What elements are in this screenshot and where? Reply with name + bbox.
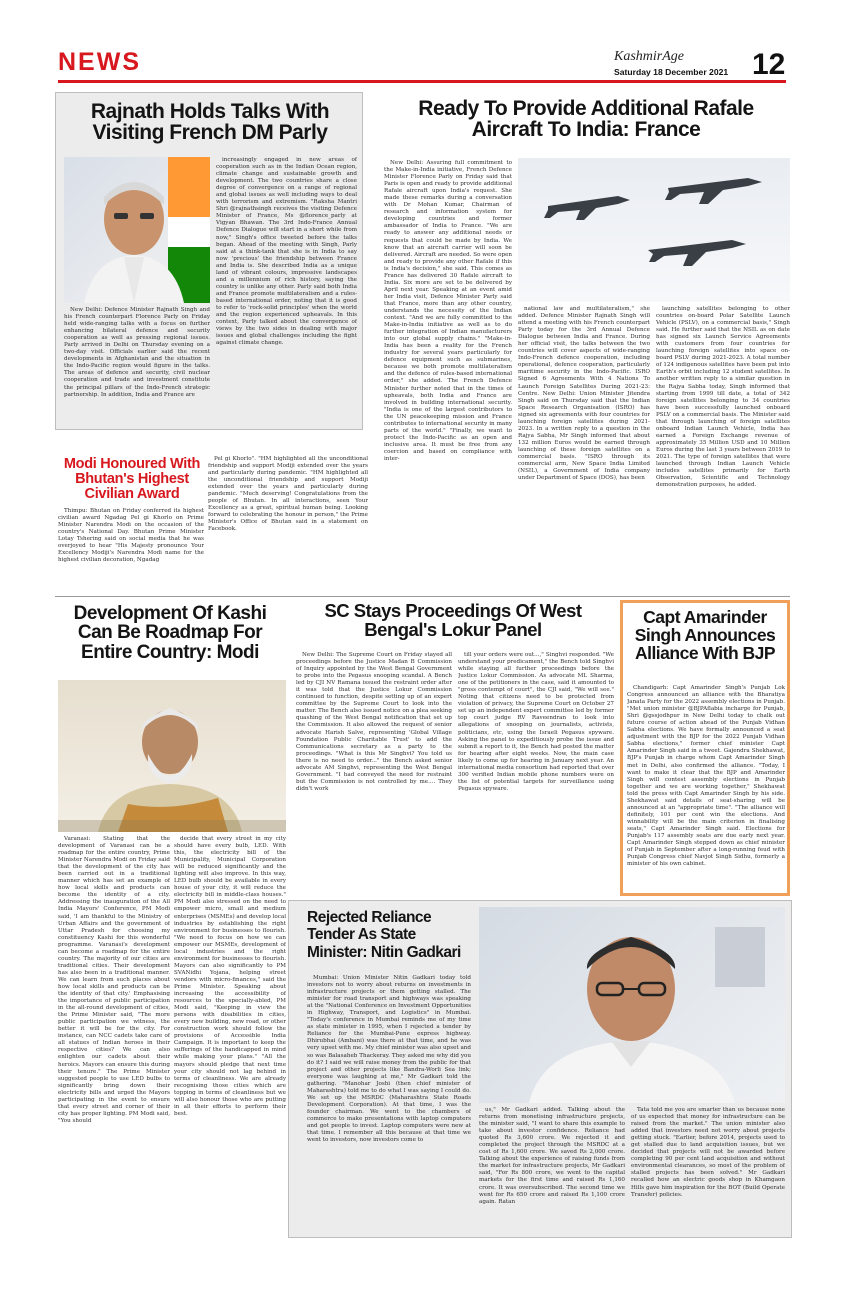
amarinder-article bbox=[620, 600, 790, 896]
sc-col2: till your orders were out...," Singhvi responded. "We understand your predicament," the Bench told Singhvi while staying all further proceedings before the Justice Lokur Commission. As advocate ML Sharma, one of the petitioners in the case, said it amounted to "gross contempt of court", the CJI said, "We will see." Noting that citizens need to be protected from violation of privacy, the Supreme Court on October 27 set up an independent expert committee led by former top court judge RV Raveendran to look into allegations of snooping on journalists, activists, politicians, etc, using the Israeli Pegasus spyware. Asking the panel to expeditiously probe the issue and submit a report to it, the Bench had posted the matter for hearing after eight weeks. Now, the main case likely to come up for hearing in January next year. An international media consortium had reported that over 300 verified Indian mobile phone numbers were on the list of potential targets for surveillance using Pegasus spyware. bbox=[458, 652, 614, 792]
rajnath-col1: New Delhi: Defence Minister Rajnath Singh and his French counterpart Florence Parly on Friday held wide-ranging talks with a focus on further enhancing bilateral defence and security cooperation as well as pressing regional issues. Parly arrived in Delhi on Thursday evening on a two-day visit. Officials earlier said the recent developments in Afghanistan and the situation in the Indo-Pacific region would figure in the talks. The areas of defence and security, civil nuclear cooperation and trade and investment constitute the principal pillars of the Indo-French strategic partnership. In addition, India and France are bbox=[64, 307, 210, 398]
gadkari-col2: us," Mr Gadkari added. Talking about the returns from monetising infrastructure projects, the minister said, "I want to share this example to take about investor confidence. Reliance had quoted Rs 3,600 crore. We rejected it and completed the project through the MSRDC at a cost of Rs 1,600 crore. We saved Rs 2,000 crore. Talking about the experience of raising funds from the market for infrastructure projects, Mr Gadkari said, "For Rs 800 crore, we went to the capital markets for the first time and raised Rs 1,160 crore. It was oversubscribed. The second time we went for Rs 650 crore and raised Rs 1,100 crore again. Ratan bbox=[479, 1107, 625, 1205]
sc-headline: SC Stays Proceedings Of West Bengal's Lokur Panel bbox=[324, 600, 582, 640]
portrait-icon bbox=[479, 907, 785, 1103]
kashi-col1: Varanasi: Stating that the development of Varanasi can be a roadmap for the entire country, Prime Minister Narendra Modi on Friday said that the development of the city has been carried out in a traditional manner which has set an example of how local skills and products can become the identity of a city. Addressing the inauguration of the All India Mayors' Conference, PM Modi said, 'I am thankful to the Ministry of Urban Affairs and the government of Uttar Pradesh for choosing my constituency Kashi for this wonderful programme. Varanasi's development can become a roadmap for the entire country. The majority of our cities are traditional cities. Their development has also been in a traditional manner. We can learn from such places about how local skills and products can be the identity of that city.' Emphasising the importance of public participation in the all-round development of cities, the Prime Minister said, "The more public participation we witness, the better it will be for the city. For instance, can NCC cadets take care of all statues of Indian heroes in their respective cities? We can also enlighten our cadets about their heroics. Mayors can ensure this during their tenure." The Prime Minister suggested people to use LED bulbs to significantly bring down their electricity bills and urged the Mayors participating in the event to ensure that every street and corner of their city has proper lighting. PM Modi said, "You should bbox=[58, 836, 170, 1124]
rafale-col3: launching satellites belonging to other countries on-board Polar Satellite Launch Vehicle (PSLV), on a commercial basis," Singh said. He further said that the NSIL as on date has signed six Launch Service Agreements with customers from four countries for launching foreign satellites into space on-board PSLV during 2021-2023. A total number of 124 indigenous satellites have been put into Earth's orbit including 12 student satellites. In another written reply to a similar question in the Rajya Sabha today, Singh informed that starting from 1999 till date, a total of 342 foreign satellites belonging to 34 countries have been successfully launched onboard PSLV on a commercial basis. The Minister said that through launching of foreign satellites onboard Indian Launch Vehicle, India has earned a Foreign Exchange revenue of approximately 35 Million USD and 10 Million Euros during the last 3 years between 2019 to 2021. The type of foreign satellites that were launched through Indian Launch Vehicle includes satellites primarily for Earth Observation, Scientific and Technology demonstration purposes, he added. bbox=[656, 306, 790, 489]
bhutan-col1: Thimpu: Bhutan on Friday conferred its highest civilian award Ngadag Pel gi Khorlo on Prime Minister Narendra Modi on the occasion of the country's National Day. Bhutan Prime Minister Lotay Tshering said on social media that he was overjoyed to hear "His Majesty pronounce Your Excellency Modiji's Narendra Modi name for the highest civilian decoration, Ngadag bbox=[58, 508, 204, 564]
bhutan-col2: Pel gi Khorlo". "HM highlighted all the unconditional friendship and support Modiji extended over the years and particularly during pandemic. "HM highlighted all the unconditional friendship and support Modiji extended over the years and particularly during pandemic. "Much deserving! Congratulations from the people of Bhutan. In all interactions, seen Your Excellency as a great, spiritual human being. Looking forward to celebrating the honour in person," the Prime Minister's Office of Bhutan said in a statement on Facebook. bbox=[208, 456, 368, 533]
paper-name: KashmirAge bbox=[614, 49, 684, 64]
gadkari-photo bbox=[479, 907, 785, 1103]
rafale-col2: national law and multilateralism," she added. Defence Minister Rajnath Singh will attend a meeting with his French counterpart Parly today for the 3rd Annual Defence Dialogue between India and France. During her official visit, the talks between the two countries will cover aspects of wide-ranging Indo-French defence cooperation, including operational, defence cooperation, particularly maritime security in the Indo-Pacific. ISRO Signed 6 Agreements With 4 Nations To Launch Foreign Satellites During 2021-23: Centre. New Delhi: Union Minister Jitendra Singh said on Thursday said that the Indian Space Research Organisation (ISRO) has signed six agreements with four countries for launching foreign satellites during 2021-2023. In a written reply to a question in the Rajya Sabha, Mr Singh informed that about 132 million Euros would be earned through launching of these foreign satellites on a commercial basis. "ISRO through its commercial arm, New Space India Limited (NSIL), a Government of India company under Department of Space (DOS), has been bbox=[518, 306, 650, 482]
portrait-icon bbox=[64, 157, 210, 303]
kashi-col2: decide that every street in my city should have every bulb, LED. With this, the electricity bill of the Municipality, Municipal Corporation will be reduced significantly and the lighting will also improve. In this way, LED bulb should be available in every house of your city, it will reduce the electricity bill in middle-class houses." PM Modi also stressed on the need to empower micro, small and medium enterprises (MSMEs) and develop local industries by establishing the right environment for businesses to flourish. "We need to focus on how we can empower our MSMEs, development of local industries and the right environment for businesses to flourish. Mayors can also significantly to PM SVANidhi Yojana, helping street vendors with micro-finances," said the Prime Minister. Speaking about increasing the accessibility of resources to the specially-abled, PM Modi said, "Keeping in view the persons with disabilities in cities, every new building, new road, or other construction work should follow the provisions of Accessible India Campaign. It is important to keep the sufferings of the handicapped in mind while making your plans." "All the mayors should pledge that next time your city should not lag behind in terms of cleanliness. We are already recognising those cities which are topping in terms of cleanliness but we will also honour those who are putting in all their efforts to perform their best. bbox=[174, 836, 286, 1117]
kashi-headline: Development Of Kashi Can Be Roadmap For Entire Country: Modi bbox=[73, 603, 267, 663]
rafale-col1: New Delhi: Assuring full commitment to the Make-in-India initiative, French Defence Minister Florence Parly on Friday said that Paris is open and ready to provide additional Rafale aircraft upon India's request. She made these remarks during a conversation with Dr Mohan Kumar, Chairman of research and information system for developing countries and former ambassador of India to France. "We are ready to answer any additional needs or requests that could be made by India. We know that an aircraft carrier will soon be delivered. Aircraft are needed. So were open and ready to provide any other Rafale if this is India's decision," she said. This comes as France has delivered 30 Rafale aircraft to India. Six more are set to be delivered by April next year. Speaking at an event amid her India visit, Defence Minister Parly said that France, more than any other country, understands the necessity of the Indian context. "And we are fully committed to the Make-in-India initiative as well as to do further integration of Indian manufacturers into our global supply chains." "Make-in-India has been a reality for the French industry for several years particularly for defence equipment such as submarines, because we both promote multilateralism and the defence of rules-based international order," she added. The French Defence Minister further noted that in the times of upheavals, both India and France are involved in building international security. "India is one of the largest contributors to the UN peacekeeping mission and France contributes to international security in many parts of the world." "Finally, we want to protect the Indo-Pacific as an open and inclusive area. It must be free from any coercion and based on compliance with inter- bbox=[384, 160, 512, 462]
gadkari-headline: Rejected Reliance Tender As State Minister: Nitin Gadkari bbox=[307, 909, 461, 961]
rajnath-col2: increasingly engaged in new areas of cooperation such as in the Indian Ocean region, climate change and sustainable growth and development. The two countries share a close degree of convergence on a range of regional and global issues as well including ways to deal with terrorism and extremism. "Raksha Mantri Shri @rajnathsingh receives the visiting Defence Minister of France, Ms @florence_parly at Vigyan Bhawan. The 3rd Indo-France Annual Defence Dialogue will start in a short while from now," Singh's office tweeted before the talks began. Ahead of the meeting with Singh, Parly said at a think-tank that she is in India to say now 'precious' the friendship between France and India is. She described India as a unique land of vibrant colours, impressive landscapes and a millennium of rich history, saying the country is unlike any other. Parly said both India and France promote multilateralism and a rules-based international order, noting that it is good to refer to 'rock-solid principles' when the world and the region experienced upheavals. In this context, Parly talked about the convergence of views by the two sides in dealing with major issues and global challenges including the fight against climate change. bbox=[216, 157, 357, 347]
sc-col1: New Delhi: The Supreme Court on Friday stayed all proceedings before the Justice Madan B Commission of Inquiry appointed by the West Bengal Government to probe into the Pegasus snooping scandal. A Bench led by CJI NV Ramana issued the restraint order after it was told that the Justice Lokur Commission continued to function, despite setting up of an expert committee by the Supreme Court to look into the matter. The Bench also issued notice on a plea seeking quashing of the West Bengal notification that set up the Commission. It also allowed the request of senior advocate Harish Salve, representing 'Global Village Foundation Public Charitable Trust' to add the Communications secretary as a party to the proceedings. "What is this Mr Singhvi? You told us there is no need to order..." the Bench asked senior advocate AM Singhvi, representing the West Bengal Government. "I had conveyed the need for restraint but the Commission is not controlled by me.... They didn't work bbox=[296, 652, 452, 792]
portrait-icon bbox=[58, 680, 286, 832]
gadkari-col3: Tata told me you are smarter than us because none of us expected that money for infrastructure can be raised from the market." The union minister also added that investors need not worry about projects getting stuck. "Earlier, before 2014, projects used to get stalled due to land acquisition issues, but we decided that projects will not be awarded before completing 90 per cent land acquisition and without environmental clearances, so most of the problem of stalled projects has been solved." Mr Gadkari recalled how an electric goods shop in Khamgaon Hills gave him inspiration for the BOT (Build Operate Transfer) policies. bbox=[631, 1107, 785, 1198]
amarinder-headline: Capt Amarinder Singh Announces Alliance With BJP bbox=[634, 607, 776, 663]
rafale-photo bbox=[518, 158, 790, 302]
issue-date: Saturday 18 December 2021 bbox=[614, 67, 729, 77]
rajnath-photo bbox=[64, 157, 210, 303]
paper-logo bbox=[614, 49, 684, 65]
section-divider bbox=[55, 596, 790, 597]
amarinder-body: Chandigarh: Capt Amarinder Singh's Punjab Lok Congress announced an alliance with the Bharatiya Janata Party for the 2022 assembly elections in Punjab. "Met union minister @BJPAflabia incharge for Punjab, Shri @gssjodhpur in New Delhi today to chalk out future course of action ahead of the Punjab Vidhan Sabha elections. We have formally announced a seat adjustment with the BJP for the 2022 Punjab Vidhan Sabha elections," former chief minister Capt Amarinder Singh said in a tweet. Gajendra Shekhawat, BJP's Punjab in charge whom Capt Amarinder Singh met in Delhi, also confirmed the alliance. "Today, I want to make it clear that the BJP and Amarinder Singh will contest assembly elections in Punjab together and we are working together," Shekhawat told the press with Capt Amarinder Singh by his side. Shekhawat said details of seat-sharing will be announced at an "appropriate time". "The alliance will definitely, 101 per cent win the elections. And winnability will be the main criterion in finalising seats," Capt Amarinder Singh said. Elections for Punjab's 117 assembly seats are due early next year. Capt Amarinder Singh stepped down as chief minister of Punjab in September after a long-running feud with Punjab Congress chief Navjot Singh Sidhu, formerly a minister of his own cabinet. bbox=[627, 685, 785, 868]
masthead-rule bbox=[58, 80, 786, 83]
section-label: NEWS bbox=[58, 48, 141, 76]
bhutan-headline: Modi Honoured With Bhutan's Highest Civilian Award bbox=[63, 456, 201, 502]
modi-photo bbox=[58, 680, 286, 832]
rafale-jets-icon bbox=[518, 158, 790, 302]
gadkari-col1: Mumbai: Union Minister Nitin Gadkari today told investors not to worry about returns on investments in infrastructure projects or them getting stalled. The minister for road transport and highways was speaking at the "National Conference on Investment Opportunities in Highway, Transport, and Logistics" in Mumbai. "Today's conference in Mumbai reminds me of my time as state minister in 1995, when I rejected a tender by Reliance for the Mumbai-Pune express highway. Dhirubhai (Ambani) was there at that time, and he was very upset with me. My chief minister was also upset and so was Balasaheb Thackeray. They asked me why did you do it? I said we will raise money from the public for that project and other projects like Bandra-Worli Sea link; everyone was laughing at me," Mr Gadkari told the gathering. "Manohar Joshi (then chief minister of Maharashtra) told me to do what I was saying I could do. We set up the MSRDC (Maharashtra State Roads Development Corporation). At that time, I was the founder chairman. We went to the chambers of commerce to make presentations with laptop computers and got people to invest. Laptop computers were new at that time. I remember all this because at that time we went to investors, now investors come to bbox=[307, 975, 471, 1144]
rajnath-headline: Rajnath Holds Talks With Visiting French DM Parly bbox=[90, 100, 330, 145]
rafale-headline: Ready To Provide Additional Rafale Aircraft To India: France bbox=[418, 97, 754, 142]
page-number: 12 bbox=[752, 48, 786, 81]
gadkari-article bbox=[288, 900, 792, 1238]
rajnath-article bbox=[55, 92, 363, 430]
